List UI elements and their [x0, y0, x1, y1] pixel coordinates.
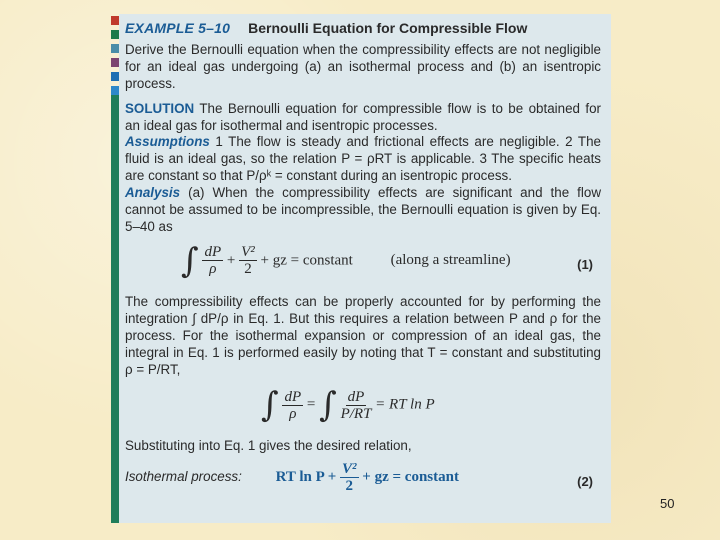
integration-paragraph: The compressibility effects can be properly accounted for by performing the integration ∫ dP/ρ in Eq. 1. But this requires a relation between P and ρ for the process. For the isothermal expansion or compression of an ideal gas, the integral in Eq. 1 is performed easily by noting that T = constant and substituting ρ = P/RT,	[125, 293, 601, 377]
solution-text: The Bernoulli equation for compressible flow is to be obtained for an ideal gas for isothermal and isentropic processes.	[125, 100, 602, 133]
example-panel	[119, 14, 611, 523]
integral-sign: ∫	[261, 385, 279, 426]
frac-numerator: V²	[342, 461, 357, 478]
example-header	[125, 20, 601, 37]
page-number: 50	[660, 496, 675, 511]
integral-sign: ∫	[181, 240, 199, 281]
assumptions-paragraph	[125, 134, 601, 185]
marker-green	[111, 30, 119, 39]
solution-heading: SOLUTION	[125, 100, 195, 116]
equation-1-note: (along a streamline)	[390, 252, 511, 269]
fraction-dp-rho	[202, 244, 223, 277]
fraction-dp-rho	[282, 389, 303, 422]
marker-blue	[111, 72, 119, 81]
integral-equation: ∫ $\frac{dP}{\rho}$ = ∫ $\frac{dP}{P/RT}$ = RT ln P	[261, 385, 435, 426]
fraction-v2-2	[340, 461, 359, 494]
solution-paragraph	[125, 101, 601, 135]
substitution-paragraph: Substituting into Eq. 1 gives the desired relation,	[125, 438, 412, 454]
integral-sign: ∫	[319, 385, 337, 426]
equation-2	[125, 461, 601, 505]
marker-teal	[111, 44, 119, 53]
equation-2-rest: + gz = constant	[362, 469, 459, 486]
analysis-text: (a) When the compressibility effects are significant and the flow cannot be assumed to be incompressible, the Bernoulli equation is given by Eq. 5–40 as	[125, 185, 601, 234]
frac-numerator: dP	[347, 388, 365, 405]
frac-denominator: 2	[244, 261, 252, 278]
frac-numerator: dP	[284, 388, 302, 405]
equation-2-label: Isothermal process:	[125, 469, 242, 485]
problem-statement: Derive the Bernoulli equation when the compressibility effects are not negligible for an ideal gas undergoing (a) an isothermal process and (b) an isentropic process.	[125, 41, 601, 91]
equation-2-lhs: RT ln P +	[275, 469, 337, 486]
assumptions-text: 1 The flow is steady and frictional effects are negligible. 2 The fluid is an ideal gas, so the relation P = ρRT is applicable. 3 The specific heats are constant so that P/ρᵏ = constant during an isentropic process.	[125, 134, 601, 184]
equation-2-number: (2)	[577, 474, 593, 490]
frac-denominator: ρ	[209, 261, 217, 278]
equation-1: ∫ $\frac{dP}{\rho}$ + $\frac{\text{V²}}{2}$ + gz = constant (along a streamline) (1)	[181, 240, 593, 281]
integral-result: = RT ln P	[375, 396, 435, 413]
analysis-paragraph	[125, 185, 601, 236]
frac-denominator: P/RT	[340, 405, 372, 422]
marker-strip	[111, 95, 119, 523]
frac-denominator: 2	[345, 478, 354, 495]
frac-denominator: ρ	[289, 405, 297, 422]
frac-numerator: dP	[204, 244, 222, 261]
marker-purple	[111, 58, 119, 67]
example-title: Bernoulli Equation for Compressible Flow	[248, 20, 528, 36]
fraction-dp-p-rt	[341, 389, 372, 422]
fraction-v2-2	[239, 244, 257, 277]
equation-1-rest: + gz = constant	[260, 252, 353, 269]
marker-red	[111, 16, 119, 25]
assumptions-heading: Assumptions	[125, 134, 210, 150]
analysis-heading: Analysis	[125, 185, 181, 201]
example-label: EXAMPLE 5–10	[125, 20, 231, 36]
frac-numerator: V²	[241, 244, 255, 261]
marker-light-blue	[111, 86, 119, 95]
equation-1-number: (1)	[577, 256, 593, 272]
